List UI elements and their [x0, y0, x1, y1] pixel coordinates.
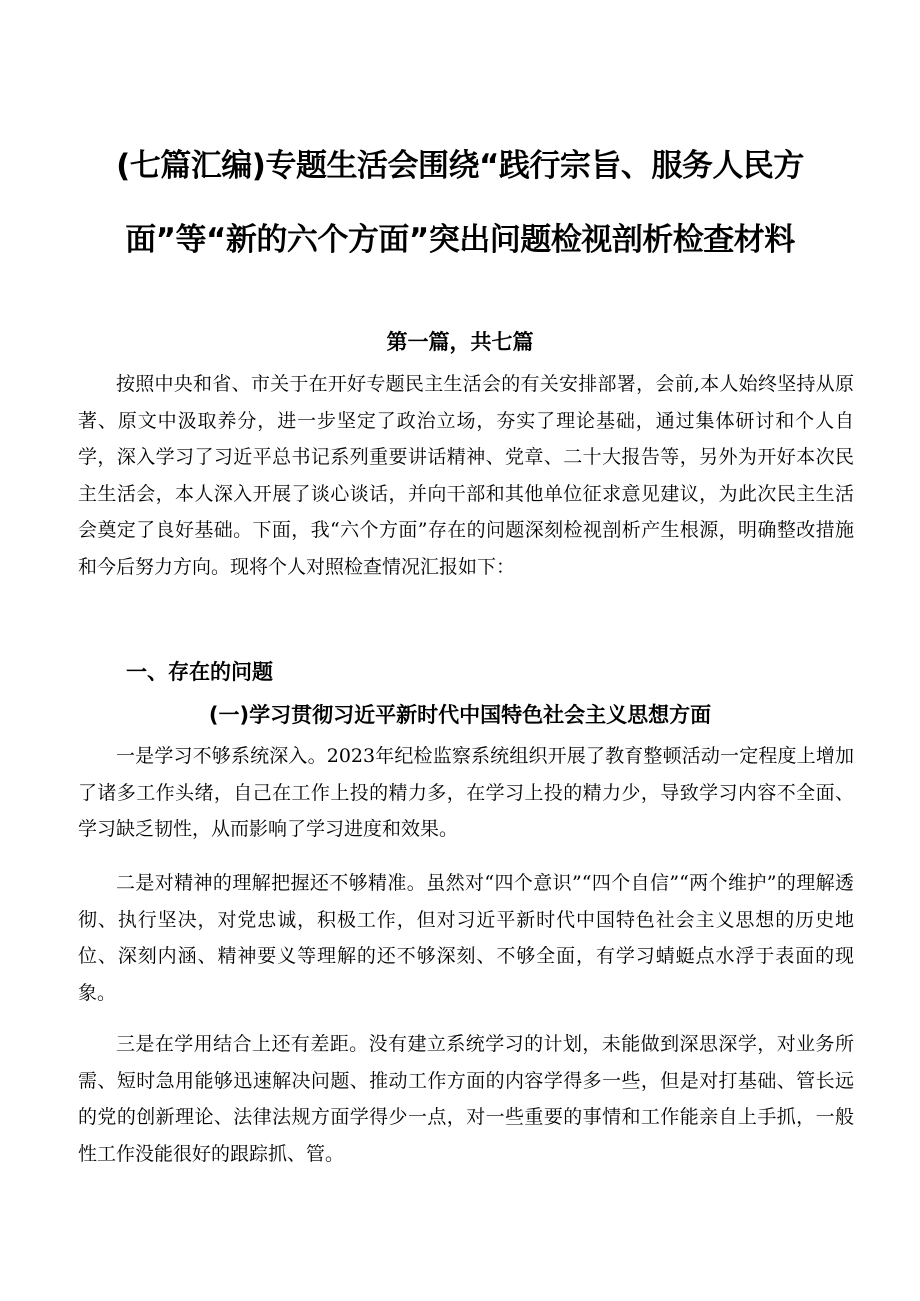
intro-paragraph: 按照中央和省、市关于在开好专题民主生活会的有关安排部署，会前,本人始终坚持从原著、原文中汲取养分，进一步坚定了政治立场，夯实了理论基础，通过集体研讨和个人自学，深入学习了习近平总书记系列重要讲话精神、党章、二十大报告等，另外为开好本次民主生活会，本人深入开展了谈心谈话，并向干部和其他单位征求意见建议，为此次民主生活会奠定了良好基础。下面，我“六个方面”存在的问题深刻检视剖析产生根源，明确整改措施和今后努力方向。现将个人对照检查情况汇报如下： — [78, 373, 854, 578]
document-subtitle: 第一篇，共七篇 — [386, 330, 534, 354]
body-paragraph-3: 三是在学用结合上还有差距。没有建立系统学习的计划，未能做到深思深学，对业务所需、短时急用能够迅速解决问题、推动工作方面的内容学得多一些，但是对打基础、管长远的党的创新理论、法律法规方面学得少一点，对一些重要的事情和工作能亲自上手抓，一般性工作没能很好的跟踪抓、管。 — [78, 1033, 854, 1165]
body-paragraph-2: 二是对精神的理解把握还不够精准。虽然对“四个意识”“四个自信”“两个维护”的理解透彻、执行坚决，对党忠诚，积极工作，但对习近平新时代中国特色社会主义思想的历史地位、深刻内涵、精神要义等理解的还不够深刻、不够全面，有学习蜻蜓点水浮于表面的现象。 — [78, 872, 854, 1004]
subsection-heading: (一)学习贯彻习近平新时代中国特色社会主义思想方面 — [208, 703, 712, 727]
section-heading: 一、存在的问题 — [126, 660, 273, 684]
body-paragraph-1: 一是学习不够系统深入。2023年纪检监察系统组织开展了教育整顿活动一定程度上增加了诸多工作头绪，自己在工作上投的精力多，在学习上投的精力少，导致学习内容不全面、学习缺乏韧性，从而影响了学习进度和效果。 — [78, 745, 854, 840]
document-title-line-1: (七篇汇编)专题生活会围绕“践行宗旨、服务人民方 — [116, 148, 804, 184]
document-title-line-2: 面”等“新的六个方面”突出问题检视剖析检查材料 — [125, 222, 795, 258]
